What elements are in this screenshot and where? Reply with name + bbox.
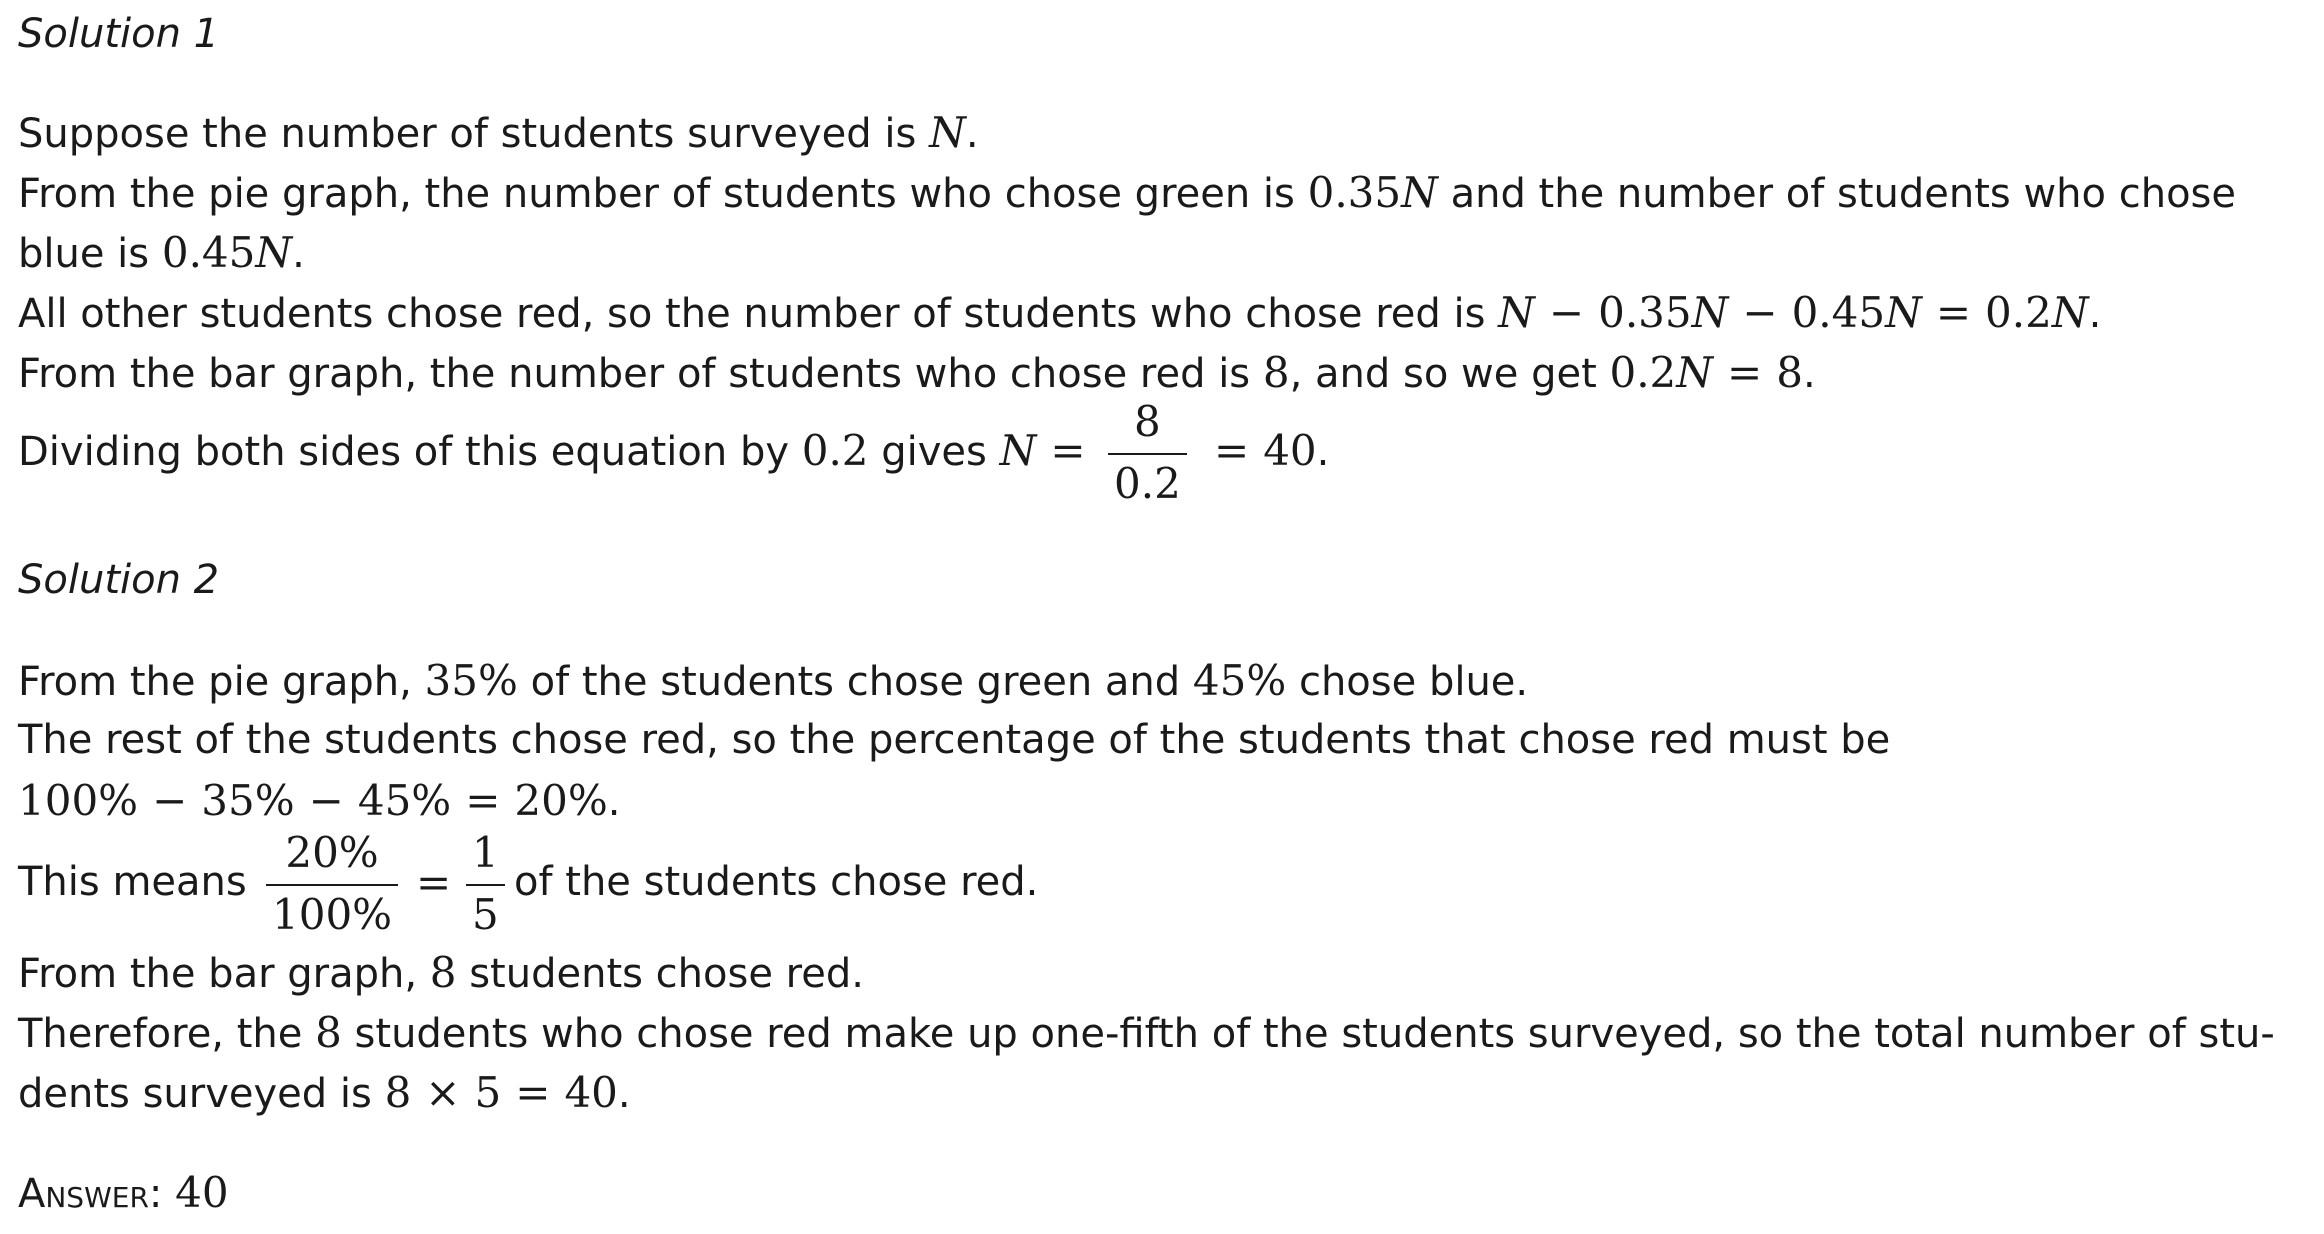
math-operator: − <box>1742 288 1778 337</box>
math-number: 0.2 <box>801 426 869 475</box>
solution-1-line-4 <box>18 288 2102 337</box>
text: . <box>1802 351 1816 397</box>
text: Suppose the number of students surveyed is <box>18 111 930 157</box>
text: Dividing both sides of this equation by <box>18 429 802 475</box>
answer-label: Answer <box>18 1171 149 1217</box>
solution-1-line-1 <box>18 108 979 157</box>
math-var: N <box>1401 168 1438 217</box>
math-var: N <box>929 108 966 157</box>
math-operator: = <box>1214 426 1250 475</box>
math-number: 8 <box>1776 348 1803 397</box>
solution-2-line-6 <box>18 1008 2275 1057</box>
solution-2-line-4-lead <box>18 859 247 905</box>
math-number: 0.35 <box>1598 288 1692 337</box>
text: . <box>292 231 305 277</box>
math-number: 40 <box>564 1068 618 1117</box>
math-var: N <box>255 228 293 277</box>
text: dents surveyed is <box>18 1071 385 1117</box>
text: , and so we get <box>1289 351 1610 397</box>
text: All other students chose red, so the number of students who chose red is <box>18 291 1499 337</box>
math-number: 20% <box>514 776 608 825</box>
fraction-8-over-0.2 <box>1108 397 1187 508</box>
answer-line <box>18 1168 229 1217</box>
math-operator: = <box>416 858 452 907</box>
solution-2-line-2 <box>18 717 1891 763</box>
fraction-numerator: 20% <box>285 828 379 877</box>
text: From the bar graph, the number of students who chose red is <box>18 351 1263 397</box>
math-operator: = <box>465 776 501 825</box>
text: . <box>1316 429 1330 475</box>
math-var: N <box>1691 288 1729 337</box>
math-number: 45% <box>1192 656 1287 705</box>
text: . <box>965 111 979 157</box>
text: This means <box>18 859 247 905</box>
fraction-numerator: 1 <box>472 828 499 877</box>
fraction-bar <box>1108 453 1187 455</box>
solution-2-line-3 <box>18 776 621 825</box>
solution-2-line-4-equals <box>402 858 465 907</box>
solution-2-heading: Solution 2 <box>18 557 220 603</box>
text: From the bar graph, <box>18 951 430 997</box>
text: From the pie graph, the number of students who chose green is <box>18 171 1308 217</box>
math-var: N <box>2051 288 2089 337</box>
text: chose blue. <box>1286 659 1529 705</box>
math-number: 5 <box>474 1068 502 1117</box>
text: blue is <box>18 231 162 277</box>
solution-1-line-6 <box>18 426 1100 475</box>
fraction-bar <box>266 884 398 886</box>
math-number: 8 <box>384 1068 412 1117</box>
text: The rest of the students chose red, so the percentage of the students that chose red must be <box>18 717 1891 763</box>
solution-1-line-5 <box>18 348 1816 397</box>
fraction-bar <box>466 884 505 886</box>
text: gives <box>868 429 1000 475</box>
text: . <box>2088 291 2102 337</box>
solution-1-heading: Solution 1 <box>18 11 220 57</box>
math-var: N <box>1885 288 1922 337</box>
text: students chose red. <box>456 951 864 997</box>
solution-1-line-2 <box>18 168 2236 217</box>
math-number: 35% <box>424 656 518 705</box>
math-number: 0.35 <box>1307 168 1402 217</box>
text: . <box>607 779 621 825</box>
math-var: N <box>1676 348 1714 397</box>
math-number: 100% <box>18 776 139 825</box>
solution-2-line-5 <box>18 948 864 997</box>
solution-2-line-7 <box>18 1068 631 1117</box>
math-operator: = <box>515 1068 551 1117</box>
text: of the students chose green and <box>517 659 1193 705</box>
math-number: 0.2 <box>1609 348 1677 397</box>
solution-1-line-6-result <box>1200 426 1330 475</box>
math-number: 8 <box>429 948 457 997</box>
math-number: 8 <box>315 1008 342 1057</box>
math-operator: × <box>425 1068 461 1117</box>
answer-value: 40 <box>175 1168 229 1217</box>
math-operator: − <box>308 776 344 825</box>
math-number: 0.45 <box>1791 288 1886 337</box>
math-number: 40 <box>1263 426 1317 475</box>
math-number: 0.45 <box>161 228 256 277</box>
math-operator: − <box>1548 288 1585 337</box>
math-var: N <box>1498 288 1535 337</box>
math-number: 45% <box>357 776 452 825</box>
math-operator: = <box>1050 426 1086 475</box>
text: and the number of students who chose <box>1437 171 2236 217</box>
fraction-denominator: 0.2 <box>1114 459 1181 508</box>
text: Therefore, the <box>18 1011 316 1057</box>
fraction-numerator: 8 <box>1134 397 1161 446</box>
text: students who chose red make up one-fifth of the students surveyed, so the total number of stu- <box>341 1011 2275 1057</box>
math-operator: = <box>1727 348 1763 397</box>
math-operator: = <box>1935 288 1972 337</box>
solution-2-line-4-tail <box>514 859 1039 905</box>
math-operator: − <box>152 776 188 825</box>
text: From the pie graph, <box>18 659 425 705</box>
math-number: 0.2 <box>1985 288 2052 337</box>
text: . <box>617 1071 631 1117</box>
solution-2-line-1 <box>18 656 1529 705</box>
fraction-denominator: 100% <box>272 890 393 939</box>
fraction-1-over-5 <box>466 828 505 939</box>
text: of the students chose red. <box>514 859 1039 905</box>
solution-1-line-3 <box>18 228 305 277</box>
fraction-20pct-over-100pct <box>266 828 398 939</box>
fraction-denominator: 5 <box>472 890 499 939</box>
math-number: 8 <box>1262 348 1290 397</box>
math-var: N <box>999 426 1037 475</box>
math-number: 35% <box>201 776 295 825</box>
answer-colon: : <box>148 1171 176 1217</box>
